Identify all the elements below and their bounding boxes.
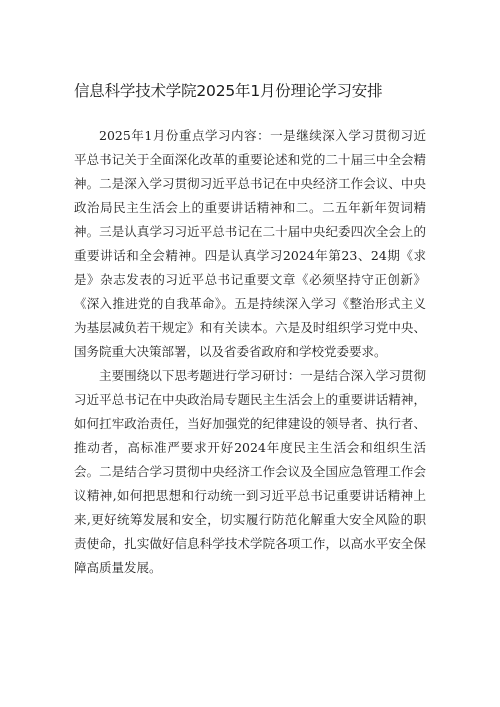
paragraph-study-content: 2025年1月份重点学习内容：一是继续深入学习贯彻习近平总书记关于全面深化改革的重要论述和党的二十届三中全会精神。二是深入学习贯彻习近平总书记在中央经济工作会议、中央政治局民主生活会上的重要讲话精神和二。二五年新年贺词精神。三是认真学习习近平总书记在二十届中央纪委四次全会上的重要讲话和全会精神。四是认真学习2024年第23、24期《求是》杂志发表的习近平总书记重要文章《必须坚持守正创新》《深入推进党的自我革命》。五是持续深入学习《整治形式主义为基层减负若干规定》和有关读本。六是及时组织学习党中央、国务院重大决策部署，以及省委省政府和学校党委要求。 [74,128,426,359]
document-title: 信息科学技术学院2025年1月份理论学习安排 [74,82,383,100]
paragraph-discussion-topics: 主要围绕以下思考题进行学习研讨：一是结合深入学习贯彻习近平总书记在中央政治局专题民主生活会上的重要讲话精神，如何扛牢政治责任，当好加强党的纪律建设的领导者、执行者、推动者，高标准严要求开好2024年度民主生活会和组织生活会。二是结合学习贯彻中央经济工作会议及全国应急管理工作会议精神,如何把思想和行动统一到习近平总书记重要讲话精神上来,更好统筹发展和安全，切实履行防范化解重大安全风险的职责使命，扎实做好信息科学技术学院各项工作，以高水平安全保障高质量发展。 [74,368,426,575]
document-body [74,124,426,580]
